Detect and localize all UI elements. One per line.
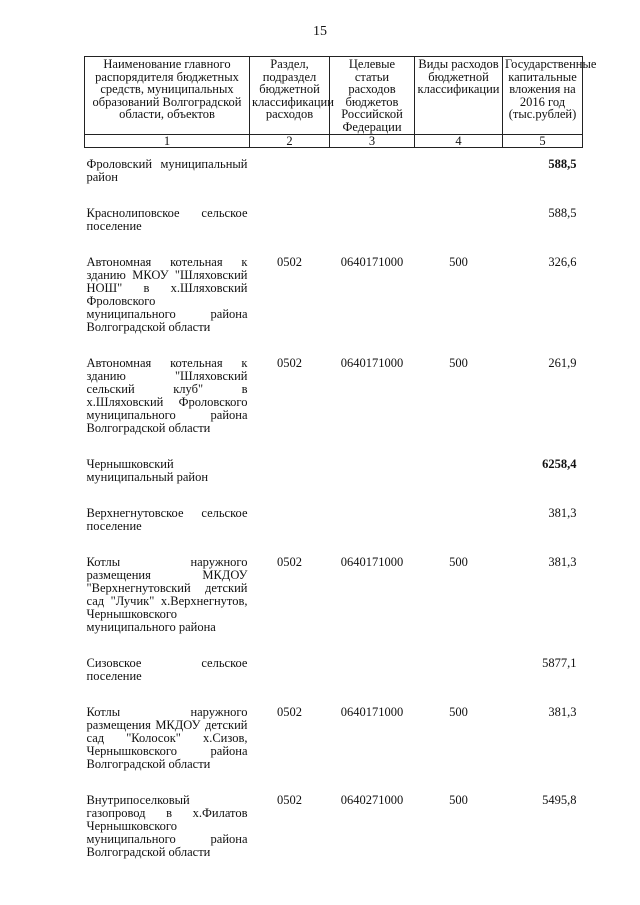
row-type: 500: [449, 356, 468, 370]
row-section: 0502: [277, 793, 302, 807]
row-name: Котлы наружного размещения МКДОУ детский сад "Колосок" х.Сизов, Чернышковского района Волгоградской области: [86, 705, 248, 771]
row-name: Автономная котельная к зданию "Шляховский сельский клуб" в х.Шляховский Фроловского муниципального района Волгоградской области: [86, 356, 248, 435]
table-row: [85, 507, 583, 533]
row-section: [250, 657, 330, 683]
row-target: 0640171000: [340, 705, 404, 719]
row-gap: [85, 634, 583, 657]
row-section: [250, 148, 330, 185]
budget-table: [84, 56, 597, 859]
header-amount: Государственные капитальные вложения на 2016 год (тыс.рублей): [503, 57, 583, 135]
row-name: Внутрипоселковый газопровод в х.Филатов Чернышковского муниципального района Волгоградской области: [86, 793, 248, 859]
table-row: [85, 794, 583, 859]
row-name: Верхнегнутовское сельское поселение: [86, 506, 248, 533]
table-row: [85, 207, 583, 233]
row-amount: 5495,8: [542, 793, 577, 807]
row-amount: 381,3: [548, 555, 577, 569]
row-amount: 6258,4: [542, 457, 577, 471]
row-type: [415, 507, 503, 533]
row-gap: [85, 184, 583, 207]
table-row: [85, 256, 583, 334]
row-spacer: [85, 435, 583, 458]
table-body: [85, 148, 583, 860]
header-name: Наименование главного распорядителя бюджетных средств, муниципальных образований Волгоградской области, объектов: [85, 57, 250, 135]
row-section: [250, 458, 330, 484]
row-name: Чернышковский муниципальный район: [86, 457, 209, 484]
row-name: Автономная котельная к зданию МКОУ "Шляховский НОШ" в х.Шляховский Фроловского муниципального района Волгоградской области: [86, 255, 248, 334]
table-row: [85, 706, 583, 771]
row-amount: 588,5: [548, 157, 577, 171]
row-spacer: [85, 771, 583, 794]
row-section: 0502: [277, 555, 302, 569]
header-type: Виды расходов бюджетной классификации: [415, 57, 503, 135]
column-number: 5: [503, 135, 583, 148]
row-name: Сизовское сельское поселение: [86, 656, 248, 683]
row-gap: [85, 683, 583, 706]
row-section: [250, 207, 330, 233]
table-row: [85, 556, 583, 634]
row-type: [415, 148, 503, 185]
column-number: 1: [85, 135, 250, 148]
row-spacer: [85, 634, 583, 657]
row-type: [415, 207, 503, 233]
row-target: [330, 657, 415, 683]
row-type: 500: [449, 793, 468, 807]
row-amount: 5877,1: [542, 656, 577, 670]
row-spacer: [85, 533, 583, 556]
row-amount: 381,3: [548, 506, 577, 520]
table-header: [85, 57, 597, 148]
row-spacer: [85, 184, 583, 207]
column-number: 3: [330, 135, 415, 148]
row-spacer: [85, 484, 583, 507]
table-row: [85, 657, 583, 683]
row-type: [415, 458, 503, 484]
row-amount: 261,9: [548, 356, 577, 370]
row-spacer: [85, 683, 583, 706]
row-target: [330, 458, 415, 484]
row-target: 0640171000: [340, 356, 404, 370]
row-target: [330, 148, 415, 185]
row-type: 500: [449, 255, 468, 269]
row-target: [330, 207, 415, 233]
row-name: Котлы наружного размещения МКДОУ "Верхнегнутовский детский сад "Лучик" х.Верхнегнутов, Чернышковского муниципального района: [86, 555, 248, 634]
row-type: [415, 657, 503, 683]
row-section: [250, 507, 330, 533]
header-section: Раздел, подраздел бюджетной классификации расходов: [250, 57, 330, 135]
row-type: 500: [449, 555, 468, 569]
row-gap: [85, 533, 583, 556]
row-target: [330, 507, 415, 533]
column-number: 2: [250, 135, 330, 148]
header-target: Целевые статьи расходов бюджетов Российской Федерации: [330, 57, 415, 135]
row-amount: 588,5: [548, 206, 577, 220]
row-section: 0502: [277, 356, 302, 370]
row-gap: [85, 484, 583, 507]
row-spacer: [85, 334, 583, 357]
row-gap: [85, 233, 583, 256]
row-spacer: [85, 233, 583, 256]
table-row: [85, 458, 583, 484]
table-row: [85, 148, 583, 185]
row-section: 0502: [277, 255, 302, 269]
row-target: 0640271000: [340, 793, 404, 807]
row-target: 0640171000: [340, 255, 404, 269]
row-name: Фроловский муниципальный район: [86, 157, 248, 184]
table-row: [85, 357, 583, 435]
row-target: 0640171000: [340, 555, 404, 569]
row-type: 500: [449, 705, 468, 719]
row-gap: [85, 334, 583, 357]
row-name: Краснолиповское сельское поселение: [86, 206, 248, 233]
page-number: 15: [313, 24, 327, 39]
row-gap: [85, 435, 583, 458]
row-amount: 381,3: [548, 705, 577, 719]
row-amount: 326,6: [548, 255, 577, 269]
column-number: 4: [415, 135, 503, 148]
row-gap: [85, 771, 583, 794]
row-section: 0502: [277, 705, 302, 719]
